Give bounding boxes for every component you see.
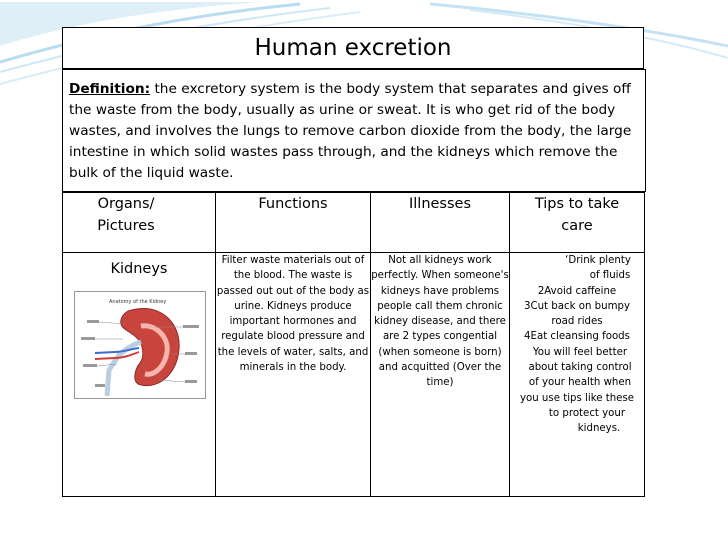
tip-line: ‘Drink plenty <box>565 255 631 266</box>
image-title: Anatomy of the Kidney <box>109 299 167 305</box>
page-title: Human excretion <box>62 27 644 69</box>
table-header-row <box>63 193 645 253</box>
excretion-table <box>62 192 645 497</box>
header-functions: Functions <box>216 193 371 253</box>
tip-line: road rides <box>551 316 603 328</box>
tip-line: to protect your <box>548 407 626 419</box>
table-row <box>63 253 645 497</box>
definition-text: the excretory system is the body system that separates and gives off the waste from the body, usually as urine or sweat. It is who get rid of the body wastes, and involves the lungs to remove carbon dioxide from the body, the large intestine in which solid wastes pass through, and the kidneys which remove the bulk of the liquid waste. <box>69 81 632 181</box>
tip-line: of your health when <box>528 377 632 389</box>
tip-line: you use tips like these <box>519 392 635 404</box>
header-tips: Tips to take care <box>510 193 645 253</box>
definition-box <box>62 69 646 192</box>
header-organs: Organs/ Pictures <box>63 193 216 253</box>
header-illnesses: Illnesses <box>371 193 510 253</box>
tip-line: You will feel better <box>532 346 628 358</box>
tip-line: 2Avoid caffeine <box>537 285 617 297</box>
tip-line: kidneys. <box>577 423 621 435</box>
tip-line: 3Cut back on bumpy <box>523 300 630 312</box>
kidney-anatomy-image <box>74 291 206 399</box>
tip-line: 4Eat cleansing foods <box>524 331 630 343</box>
functions-cell: Filter waste materials out of the blood. The waste is passed out out of the body as urine. Kidneys produce important hormones and regulate blood pressure and the levels of water, salts, and minerals in the body. <box>216 253 371 497</box>
organ-cell <box>63 253 216 497</box>
definition-label: Definition: <box>69 81 151 97</box>
kidney-diagram <box>75 292 205 398</box>
tip-line: of fluids <box>589 270 631 282</box>
illnesses-cell: Not all kidneys work perfectly. When someone's kidneys have problems people call them chronic kidney disease, and there are 2 types congential (when someone is born) and acquitted (Over the time) <box>371 253 510 497</box>
tip-line: about taking control <box>528 362 632 374</box>
tips-cell <box>510 253 645 497</box>
organ-name: Kidneys <box>110 261 168 277</box>
